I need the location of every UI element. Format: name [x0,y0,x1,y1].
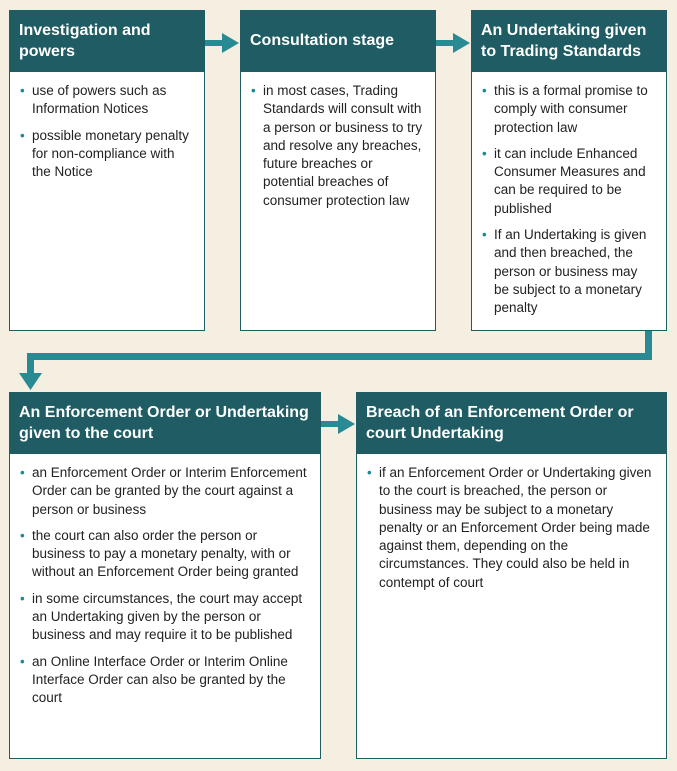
arrow-2-to-3-shaft [436,40,455,46]
arrow-1-to-2-shaft [205,40,224,46]
box-title: An Undertaking given to Trading Standards [471,10,667,72]
list-item: • use of powers such as Information Notices [20,82,194,119]
list-item: • an Online Interface Order or Interim Online Interface Order can also be granted by the court [20,653,310,708]
list-item: • in some circumstances, the court may accept an Undertaking given by the person or business and may require it to be published [20,590,310,645]
list-item: • an Enforcement Order or Interim Enforcement Order can be granted by the court against a person or business [20,464,310,519]
arrow-3-to-4-drop [27,353,34,375]
arrow-1-to-2-head [222,33,239,53]
arrow-4-to-5-shaft [321,421,340,427]
list-item: • in most cases, Trading Standards will consult with a person or business to try and resolve any breaches, future breaches or potential breaches of consumer protection law [251,82,425,210]
box-title: Investigation and powers [9,10,205,72]
list-item: • it can include Enhanced Consumer Measures and can be required to be published [482,145,656,218]
list-item: • possible monetary penalty for non-compliance with the Notice [20,127,194,182]
box-title: Breach of an Enforcement Order or court Undertaking [356,392,667,454]
box-title: An Enforcement Order or Undertaking given to the court [9,392,321,454]
list-item: • this is a formal promise to comply with consumer protection law [482,82,656,137]
box-title: Consultation stage [240,10,436,72]
list-item: • If an Undertaking is given and then breached, the person or business may be subject to a monetary penalty [482,226,656,317]
arrow-3-to-4-head [19,373,42,390]
list-item: • if an Enforcement Order or Undertaking given to the court is breached, the person or business may be subject to a monetary penalty or an Enforcement Order being made against them, depending on the circumstances. They could also be held in contempt of court [367,464,656,592]
arrow-4-to-5-head [338,414,355,434]
arrow-2-to-3-head [453,33,470,53]
list-item: • the court can also order the person or business to pay a monetary penalty, with or without an Enforcement Order being granted [20,527,310,582]
arrow-3-to-4-across [27,353,652,360]
